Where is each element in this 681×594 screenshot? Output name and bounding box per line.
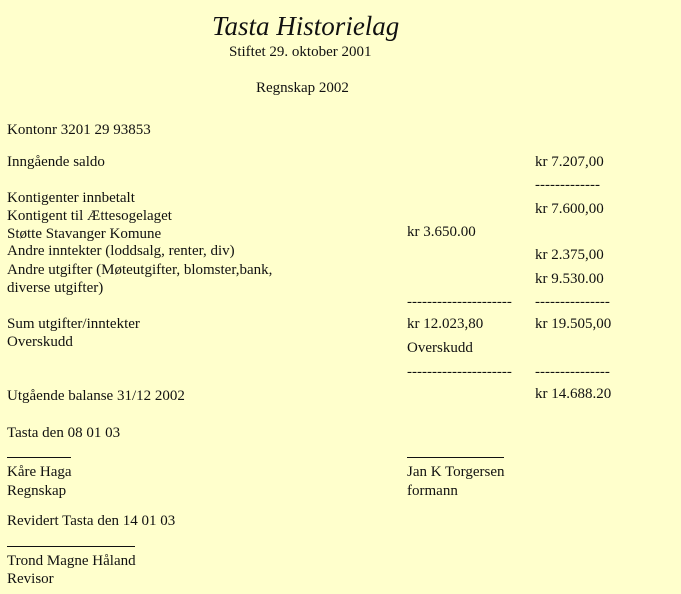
- row-municipal-support: Støtte Stavanger Komune: [7, 226, 162, 242]
- contributions-amount: kr 7.600,00: [535, 201, 604, 217]
- sum-expenses-amount: kr 12.023,80: [407, 316, 484, 332]
- auditor-role: Revisor: [7, 571, 54, 587]
- treasurer-name: Kåre Haga: [7, 464, 72, 480]
- row-other-income: Andre inntekter (loddsalg, renter, div): [7, 243, 235, 259]
- opening-balance-amount: kr 7.207,00: [535, 154, 604, 170]
- document-title: Tasta Historielag: [212, 11, 400, 41]
- signature-line-treasurer: [7, 457, 71, 458]
- separator-col3-2: ---------------: [535, 294, 610, 310]
- row-other-expenses-line2: diverse utgifter): [7, 280, 104, 296]
- row-contribution-aettesogelaget: Kontigent til Ættesogelaget: [7, 208, 172, 224]
- closing-balance-amount: kr 14.688.20: [535, 386, 612, 402]
- treasurer-role: Regnskap: [7, 483, 67, 499]
- signature-line-chairman: [407, 457, 504, 458]
- account-number: Kontonr 3201 29 93853: [7, 122, 151, 138]
- separator-col3-1: -------------: [535, 177, 600, 193]
- sum-label: Sum utgifter/inntekter: [7, 316, 140, 332]
- sum-income-amount: kr 19.505,00: [535, 316, 612, 332]
- separator-col2-2: ---------------------: [407, 364, 512, 380]
- municipal-support-amount: kr 3.650.00: [407, 224, 476, 240]
- closing-balance-label: Utgående balanse 31/12 2002: [7, 388, 185, 404]
- place-date: Tasta den 08 01 03: [7, 425, 121, 441]
- auditor-name: Trond Magne Håland: [7, 553, 136, 569]
- founded-date: Stiftet 29. oktober 2001: [229, 44, 372, 60]
- chairman-name: Jan K Torgersen: [407, 464, 505, 480]
- audit-place-date: Revidert Tasta den 14 01 03: [7, 513, 176, 529]
- separator-col3-3: ---------------: [535, 364, 610, 380]
- other-income-amount: kr 2.375,00: [535, 247, 604, 263]
- signature-line-auditor: [7, 546, 135, 547]
- row-contributions-paid: Kontigenter innbetalt: [7, 190, 135, 206]
- other-expenses-amount: kr 9.530.00: [535, 271, 604, 287]
- separator-col2-1: ---------------------: [407, 294, 512, 310]
- surplus-col2-label: Overskudd: [407, 340, 473, 356]
- opening-balance-label: Inngående saldo: [7, 154, 105, 170]
- surplus-label: Overskudd: [7, 334, 73, 350]
- chairman-role: formann: [407, 483, 458, 499]
- report-title: Regnskap 2002: [256, 80, 349, 96]
- row-other-expenses-line1: Andre utgifter (Møteutgifter, blomster,bank,: [7, 262, 273, 278]
